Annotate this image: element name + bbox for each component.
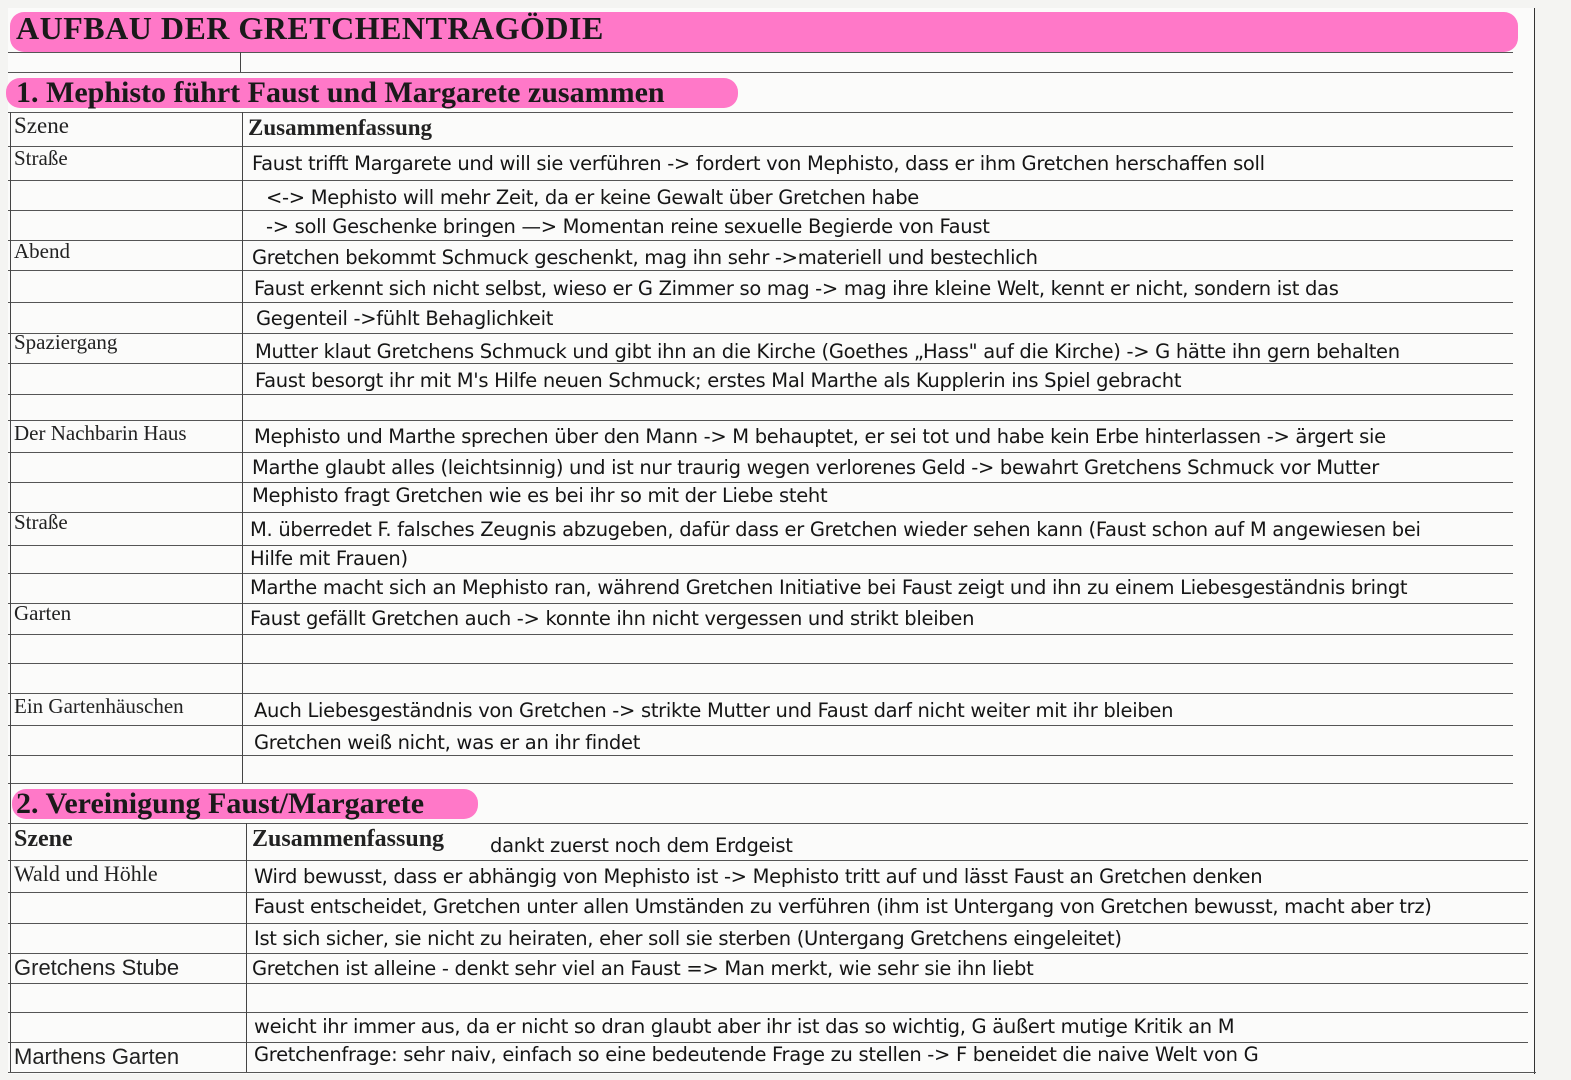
col-header-scene-2: Szene [14,826,73,852]
summary-line: Gegenteil ->fühlt Behaglichkeit [256,307,554,330]
scene-label: Der Nachbarin Haus [14,421,187,445]
scene-label: Garten [14,601,72,625]
scene-label: Straße [14,146,68,170]
summary-line: Gretchen bekommt Schmuck geschenkt, mag ihn sehr ->materiell und bestechlich [252,246,1038,269]
summary-line: Mephisto fragt Gretchen wie es bei ihr so mit der Liebe steht [252,484,828,507]
scene-label: Gretchens Stube [14,955,180,980]
col-header-scene: Szene [14,113,69,138]
summary-line: <-> Mephisto will mehr Zeit, da er keine Gewalt über Gretchen habe [266,186,919,209]
scene-label: Spaziergang [14,330,118,354]
summary-line: Marthe macht sich an Mephisto ran, während Gretchen Initiative bei Faust zeigt und ihn zu einem Liebesgeständnis bringt [250,576,1408,599]
summary-line: Gretchen ist alleine - denkt sehr viel an Faust => Man merkt, wie sehr sie ihn liebt [252,957,1034,980]
summary-line: Hilfe mit Frauen) [250,547,408,570]
summary-line: -> soll Geschenke bringen —> Momentan reine sexuelle Begierde von Faust [266,215,990,238]
header-note: dankt zuerst noch dem Erdgeist [490,834,793,857]
summary-line: weicht ihr immer aus, da er nicht so dran glaubt aber ihr ist das so wichtig, G äußert mutige Kritik an M [254,1015,1235,1038]
summary-line: Faust entscheidet, Gretchen unter allen Umständen zu verführen (ihm ist Untergang von Gretchen bewusst, macht aber trz) [254,895,1432,918]
summary-line: Auch Liebesgeständnis von Gretchen -> strikte Mutter und Faust darf nicht weiter mit ihr bleiben [254,699,1174,722]
summary-line: Mutter klaut Gretchens Schmuck und gibt ihn an die Kirche (Goethes „Hass" auf die Kirche) -> G hätte ihn gern behalten [255,340,1400,363]
col-header-summary-2: Zusammenfassung [252,826,445,852]
scene-label: Wald und Höhle [14,861,158,886]
scene-label: Marthens Garten [14,1044,180,1069]
page-title: AUFBAU DER GRETCHENTRAGÖDIE [16,10,604,46]
summary-line: M. überredet F. falsches Zeugnis abzugeben, dafür dass er Gretchen wieder sehen kann (Faust schon auf M angewiesen bei [250,518,1421,541]
scene-label: Straße [14,510,68,534]
col-header-summary: Zusammenfassung [248,115,433,140]
summary-line: Marthe glaubt alles (leichtsinnig) und ist nur traurig wegen verlorenes Geld -> bewahrt Gretchens Schmuck vor Mutter [252,456,1379,479]
section2-heading: 2. Vereinigung Faust/Margarete [16,787,425,820]
scene-label: Abend [14,239,70,263]
summary-line: Faust trifft Margarete und will sie verführen -> fordert von Mephisto, dass er ihm Gretchen herschaffen soll [252,152,1265,175]
summary-line: Ist sich sicher, sie nicht zu heiraten, eher soll sie sterben (Untergang Gretchens eingeleitet) [254,927,1122,950]
summary-line: Faust erkennt sich nicht selbst, wieso er G Zimmer so mag -> mag ihre kleine Welt, kennt er nicht, sondern ist das [254,277,1339,300]
summary-line: Faust gefällt Gretchen auch -> konnte ihn nicht vergessen und strikt bleiben [250,607,975,630]
scene-label: Ein Gartenhäuschen [14,694,184,718]
summary-line: Wird bewusst, dass er abhängig von Mephisto ist -> Mephisto tritt auf und lässt Faust an Gretchen denken [254,865,1263,888]
summary-line: Gretchenfrage: sehr naiv, einfach so eine bedeutende Frage zu stellen -> F beneidet die naive Welt von G [254,1043,1259,1066]
section1-heading: 1. Mephisto führt Faust und Margarete zusammen [16,76,665,109]
summary-line: Mephisto und Marthe sprechen über den Mann -> M behauptet, er sei tot und habe kein Erbe hinterlassen -> ärgert sie [254,425,1386,448]
summary-line: Gretchen weiß nicht, was er an ihr findet [254,731,641,754]
summary-line: Faust besorgt ihr mit M's Hilfe neuen Schmuck; erstes Mal Marthe als Kupplerin ins Spiel gebracht [255,369,1182,392]
